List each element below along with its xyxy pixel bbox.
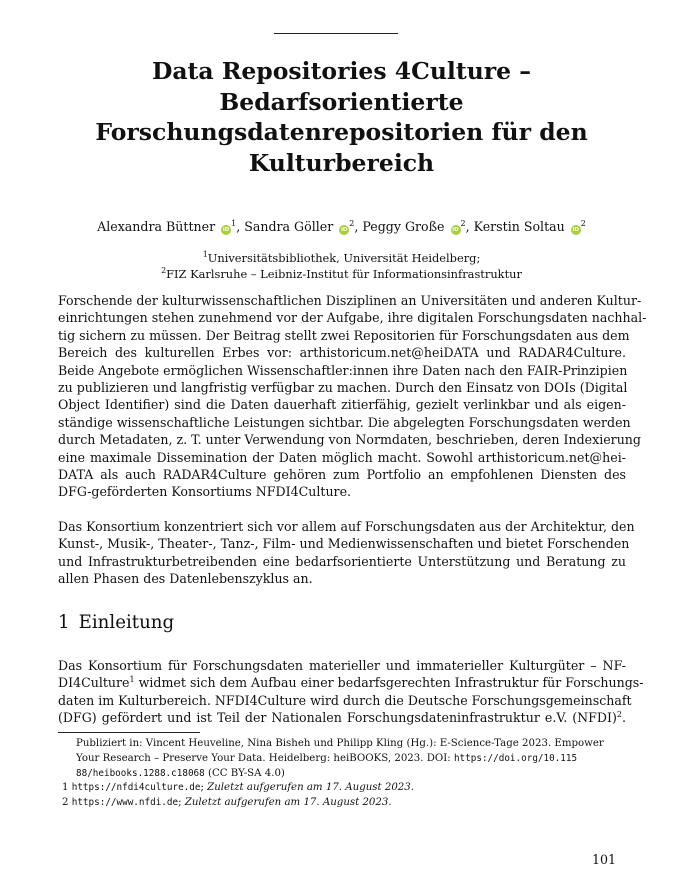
author-name: Kerstin Soltau xyxy=(473,219,565,234)
text-line: ständige wissenschaftliche Leistungen sichtbar. Die abgelegten Forschungsdaten werden xyxy=(58,414,631,430)
author-name: Alexandra Büttner xyxy=(97,219,216,234)
top-rule xyxy=(274,33,398,34)
section-heading xyxy=(58,611,174,635)
publication-note-line xyxy=(58,752,626,767)
title-line: Bedarfsorientierte xyxy=(219,87,464,116)
text-line: Das Konsortium für Forschungsdaten materieller und immaterieller Kulturgüter – NF- xyxy=(58,658,626,673)
text-run: . xyxy=(621,710,626,726)
affiliation xyxy=(40,251,643,266)
text-run: (DFG) gefördert und ist Teil der Nationalen Forschungsdateninfrastruktur e.V. (NFDI) xyxy=(58,710,617,726)
author-affil-mark: 2 xyxy=(349,219,355,228)
affiliation xyxy=(40,267,643,282)
affiliation-text: Universitätsbibliothek, Universität Heidelberg; xyxy=(207,251,481,265)
text-line: Forschende der kulturwissenschaftlichen Disziplinen an Universitäten und anderen Kultur- xyxy=(58,293,642,308)
text-line: allen Phasen des Datenlebenszyklus an. xyxy=(58,571,313,587)
text-line: daten im Kulturbereich. NFDI4Culture wird durch die Deutsche Forschungsgemeinschaft xyxy=(58,692,632,708)
footnote-url[interactable]: https://www.nfdi.de xyxy=(71,797,179,809)
text-line xyxy=(58,709,626,726)
text-line: zu publizieren und langfristig verfügbar zu machen. Durch den Einsatz von DOIs (Digital xyxy=(58,379,628,395)
author-list: Alexandra Büttner $iD^1$, Sandra Göller $iD^2$, Peggy Große $iD^2$, Kerstin Soltau $iD^2$ xyxy=(97,219,586,234)
abstract-paragraph xyxy=(58,518,635,588)
body-paragraph xyxy=(58,657,644,727)
author-affil-mark: 2 xyxy=(460,219,466,228)
footnote-mark[interactable]: 1 xyxy=(129,675,135,685)
title-line: Forschungsdatenrepositorien für den xyxy=(95,118,588,146)
text-line: durch Metadaten, z. T. unter Verwendung von Normdaten, beschrieben, deren Indexierung xyxy=(58,432,641,448)
text-line: DATA als auch RADAR4Culture gehören zum Portfolio an empfohlenen Diensten des xyxy=(58,466,626,482)
publication-note-line xyxy=(58,767,626,782)
section-number: 1 xyxy=(58,612,70,633)
footnote-note: Zuletzt aufgerufen am 17. August 2023. xyxy=(207,782,415,794)
footnote-item xyxy=(58,796,626,811)
orcid-icon[interactable]: iD xyxy=(341,227,348,233)
text-line: einrichtungen stehen zunehmend vor der Aufgabe, ihre digitalen Forschungsdaten nachhal- xyxy=(58,310,647,326)
footnote-number: 2 xyxy=(62,797,69,809)
author-name: Sandra Göller xyxy=(244,219,334,234)
affiliation-number: 1 xyxy=(202,250,208,259)
text-line: Beide Angebote ermöglichen Wissenschaftler:innen ihre Daten nach den FAIR-Prinzipien xyxy=(58,362,628,378)
footnote-rule xyxy=(58,732,200,733)
footnote-item xyxy=(58,781,626,796)
text-run: Your Research – Preserve Your Data. Heidelberg: heiBOOKS, 2023. DOI: xyxy=(76,752,454,764)
author-affil-mark: 1 xyxy=(231,219,237,228)
author-name: Peggy Große xyxy=(362,219,445,234)
footnote-number: 1 xyxy=(62,782,69,794)
text-line: eine maximale Dissemination der Daten möglich macht. Sowohl arthistoricum.net@hei- xyxy=(58,449,626,465)
text-line: Das Konsortium konzentriert sich vor allem auf Forschungsdaten aus der Architektur, den xyxy=(58,519,635,534)
orcid-icon[interactable]: iD xyxy=(222,227,230,233)
title-line: Kulturbereich xyxy=(248,148,435,177)
text-line: Object Identifier) sind die Daten dauerhaft zitierfähig, gezielt verlinkbar und als eigen- xyxy=(58,397,626,413)
orcid-icon[interactable]: iD xyxy=(572,227,579,233)
text-line: tig sichern zu müssen. Der Beitrag stellt zwei Repositorien für Forschungsdaten aus dem xyxy=(58,327,630,343)
affiliation-number: 2 xyxy=(161,266,167,275)
text-line: DFG-geförderten Konsortiums NFDI4Culture. xyxy=(58,484,352,500)
footnote-url[interactable]: https://nfdi4culture.de xyxy=(71,782,201,794)
text-run: ; xyxy=(178,797,185,809)
text-run: ; xyxy=(200,782,208,794)
text-line: Bereich des kulturellen Erbes vor: arthistoricum.net@heiDATA und RADAR4Culture. xyxy=(58,345,626,361)
text-line: und Infrastrukturbetreibenden eine bedarfsorientierte Unterstützung und Beratung zu xyxy=(58,553,626,569)
section-title: Einleitung xyxy=(78,612,175,633)
title-line: Data Repositories 4Culture – xyxy=(151,57,532,85)
orcid-icon[interactable]: iD xyxy=(452,227,459,233)
doi-link[interactable]: 88/heibooks.1288.c18068 xyxy=(76,767,205,779)
text-line: Kunst-, Musik-, Theater-, Tanz-, Film- und Medienwissenschaften und bietet Forschenden xyxy=(58,536,630,552)
footnote-mark[interactable]: 2 xyxy=(616,710,622,720)
text-line xyxy=(58,674,644,691)
abstract-paragraph xyxy=(58,292,647,501)
publication-note-line: Publiziert in: Vincent Heuveline, Nina Bisheh und Philipp Kling (Hg.): E-Science-Tage 2023. Empower xyxy=(76,738,604,749)
text-run: widmet sich dem Aufbau einer bedarfsgerechten Infrastruktur für Forschungs- xyxy=(134,675,644,691)
footnote-note: Zuletzt aufgerufen am 17. August 2023. xyxy=(184,797,392,809)
doi-link[interactable]: https://doi.org/10.115 xyxy=(453,752,578,764)
paper-title xyxy=(40,56,643,178)
affiliation-text: FIZ Karlsruhe – Leibniz-Institut für Informationsinfrastruktur xyxy=(166,267,522,281)
page-number: 101 xyxy=(592,852,617,867)
text-run: (CC BY-SA 4.0) xyxy=(204,767,285,779)
footnotes xyxy=(58,737,626,811)
author-affil-mark: 2 xyxy=(580,219,586,228)
text-run: DI4Culture xyxy=(58,675,130,691)
